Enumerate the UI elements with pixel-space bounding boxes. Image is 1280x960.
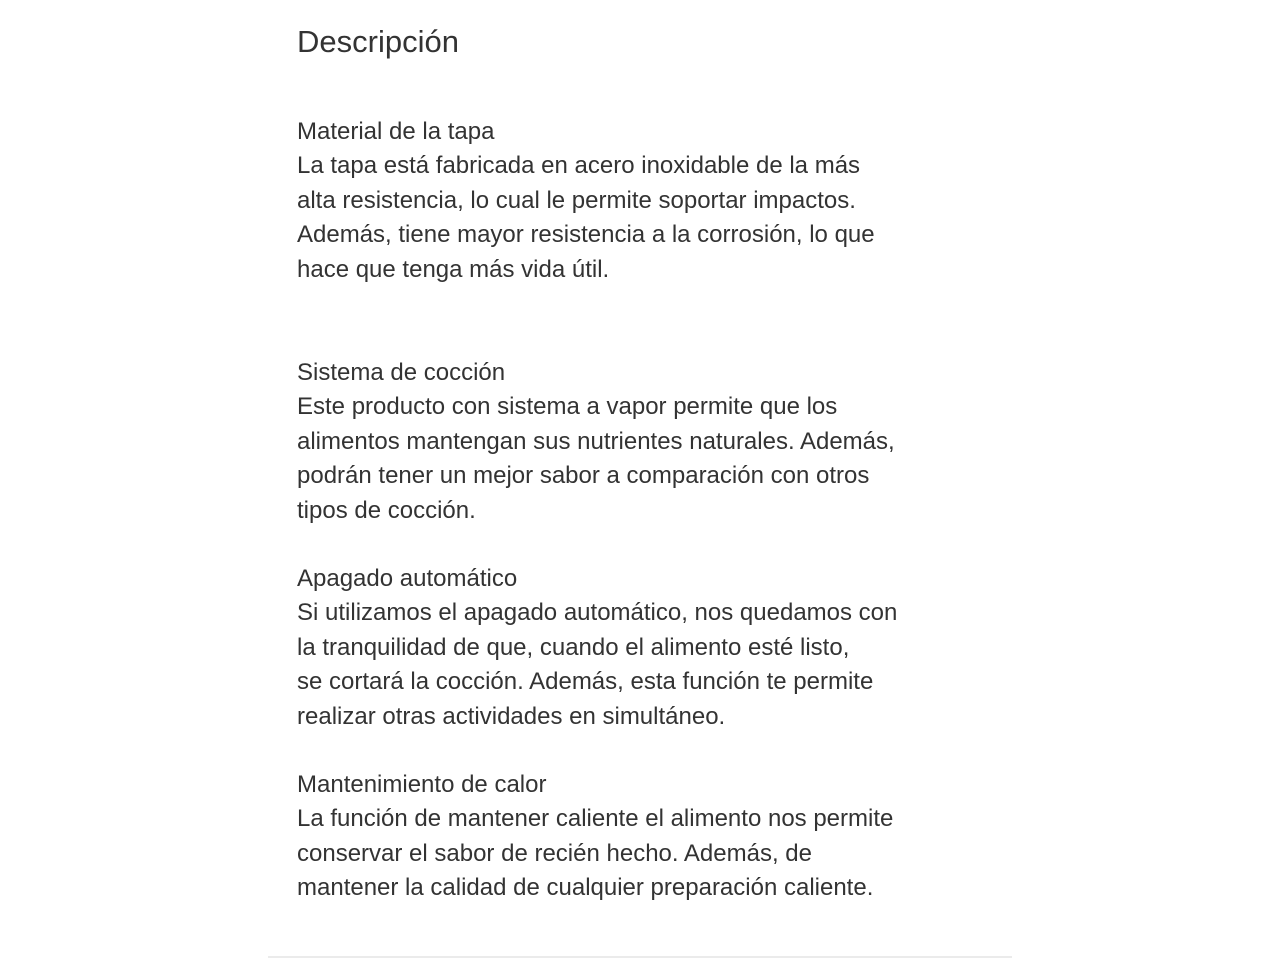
section-text-line: Este producto con sistema a vapor permite que los [297, 393, 838, 421]
section-text-line: Además, tiene mayor resistencia a la corrosión, lo que [297, 221, 875, 249]
section-text-line: La función de mantener caliente el alimento nos permite [297, 805, 894, 833]
section-title: Apagado automático [297, 565, 518, 592]
description-section-auto-off [297, 562, 1017, 734]
section-text-line: hace que tenga más vida útil. [297, 255, 610, 283]
section-title: Mantenimiento de calor [297, 771, 547, 798]
section-title: Sistema de cocción [297, 359, 506, 386]
section-divider [268, 956, 1012, 958]
section-text-line: Si utilizamos el apagado automático, nos quedamos con [297, 599, 898, 627]
section-text-line: podrán tener un mejor sabor a comparación con otros [297, 462, 870, 490]
description-section-keep-warm [297, 768, 1017, 906]
section-text-line: tipos de cocción. [297, 496, 476, 524]
description-section-cooking-system [297, 356, 1017, 528]
section-title: Material de la tapa [297, 118, 495, 145]
description-section-material [297, 115, 1017, 287]
section-text-line: se cortará la cocción. Además, esta función te permite [297, 668, 874, 696]
description-heading: Descripción [297, 24, 459, 59]
section-text-line: la tranquilidad de que, cuando el alimento esté listo, [297, 633, 850, 661]
section-text-line: conservar el sabor de recién hecho. Además, de [297, 839, 812, 867]
section-text-line: La tapa está fabricada en acero inoxidable de la más [297, 152, 861, 180]
section-text-line: mantener la calidad de cualquier preparación caliente. [297, 874, 874, 902]
section-text-line: alta resistencia, lo cual le permite soportar impactos. [297, 186, 856, 214]
section-text-line: realizar otras actividades en simultáneo. [297, 702, 726, 730]
section-text-line: alimentos mantengan sus nutrientes naturales. Además, [297, 427, 895, 455]
